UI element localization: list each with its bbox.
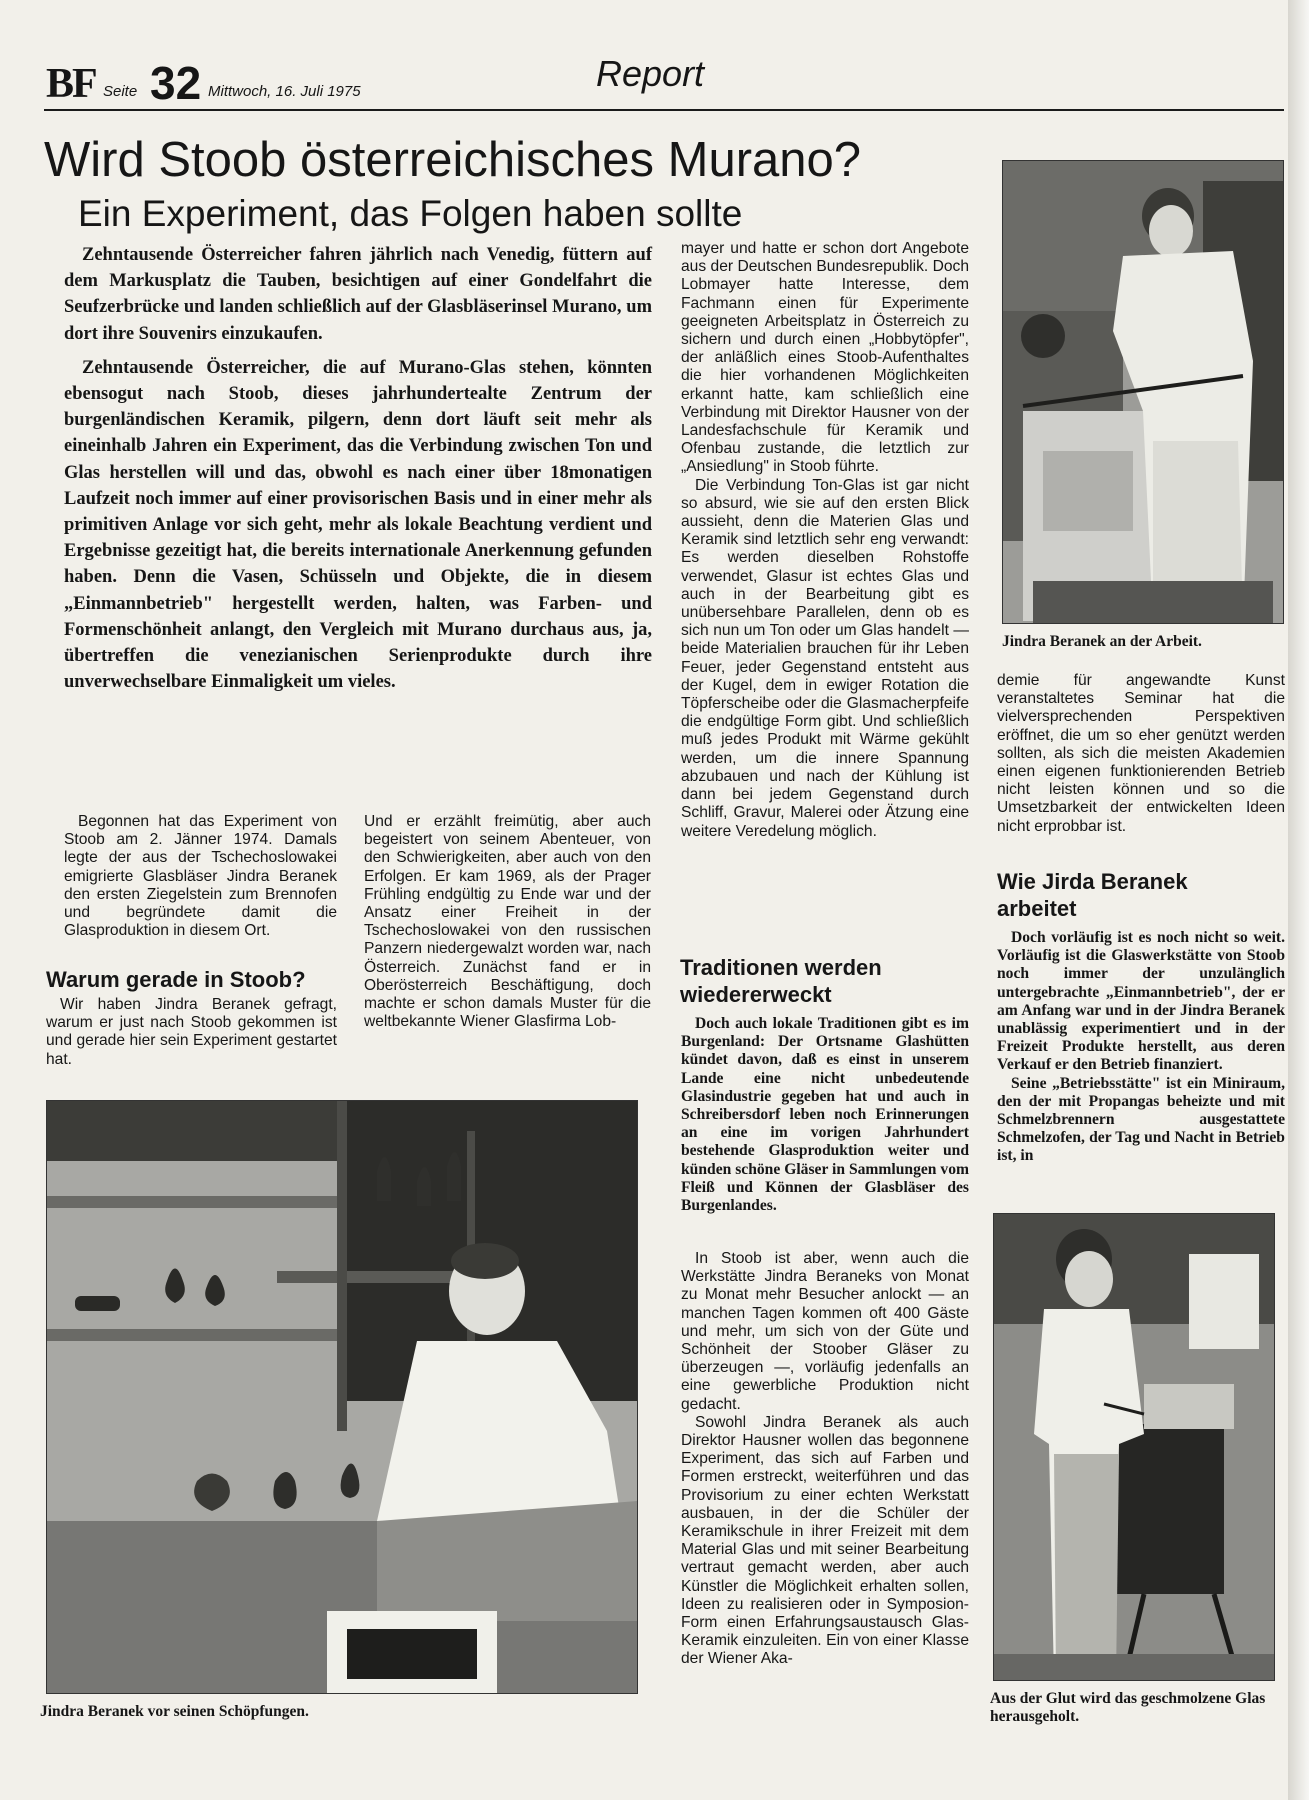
column-1-cont: [46, 996, 337, 1069]
col4-paragraph-1: demie für angewandte Kunst veranstaltetes Seminar hat die vielversprechenden Perspektiven eröffnet, die um so eher genützt werden sollten, als sich die meisten Akademien einen eigenen funktionierenden Betrieb nicht leisten können und so die Umsetzbarkeit der entwickelten Ideen nicht erprobbar ist.: [997, 672, 1285, 835]
lead-paragraph-2: Zehntausende Österreicher, die auf Murano-Glas stehen, könnten ebensogut nach Stoob, dieses jahrhundertealte Zentrum der burgenländischen Keramik, pilgern, denn dort läuft seit mehr als eineinhalb Jahren ein Experiment, das die Verbindung zwischen Ton und Glas herstellen will und das, obwohl es nach einer über 18monatigen Laufzeit noch immer auf einer provisorischen Basis und in einer mehr als primitiven Anlage vor sich geht, mehr als lokale Beachtung verdient und Ergebnisse gezeitigt hat, die bereits internationale Anerkennung gefunden haben. Denn die Vasen, Schüsseln und Objekte, die in diesem „Einmannbetrieb" hergestellt werden, halten, was Farben- und Formenschönheit anlangt, den Vergleich mit Murano durchaus aus, ja, übertreffen die venezianischen Serienprodukte durch ihre unverwechselbare Einmaligkeit um vieles.: [64, 357, 652, 693]
heading-warum-stoob: Warum gerade in Stoob?: [46, 967, 306, 992]
headline: Wird Stoob österreichisches Murano?: [44, 133, 862, 187]
photo-graphic: [1003, 161, 1283, 623]
column-1: [64, 813, 337, 940]
col3-paragraph-5: Sowohl Jindra Beranek als auch Direktor Hausner wollen das begonnene Experiment, das sich auf Farben und Formen erstreckt, weiterführen und das Provisorium zu einer echten Werkstatt ausbauen, in der die Schüler der Keramikschule in ihrer Freizeit mit dem Material Glas und mit seiner Bearbeitung vertraut gemacht werden, aber auch Künstler die Möglichkeit erhalten sollen, Ideen zu realisieren oder in Symposion-Form einen Erfahrungsaustausch Glas-Keramik einzuleiten. Ein von einer Klasse der Wiener Aka-: [681, 1413, 969, 1668]
column-2: [364, 813, 651, 1031]
header-rule: [44, 109, 1284, 111]
col1-paragraph-2: Wir haben Jindra Beranek gefragt, warum er just nach Stoob gekommen ist und gerade hier sein Experiment gestartet hat.: [46, 996, 337, 1068]
page-edge: [1288, 0, 1309, 1800]
lead-paragraphs: [64, 242, 652, 695]
column-4: [997, 672, 1285, 836]
col3-paragraph-3: Doch auch lokale Traditionen gibt es im Burgenland: Der Ortsname Glashütten kündet davon, daß es einst in unserem Lande eine nicht unbedeutende Glasindustrie gegeben hat und auch in Schreibersdorf leben noch Erinnerungen an eine im vorigen Jahrhundert bestehende Glasproduktion weiter und künden schöne Gläser in Sammlungen vom Fleiß und Können der Glasbläser des Burgenlandes.: [681, 1015, 969, 1215]
col2-paragraph-1: Und er erzählt freimütig, aber auch begeistert von seinem Abenteuer, von den Schwierigkeiten, aber auch von den Erfolgen. Er kam 1969, als der Prager Frühling endgültig zu Ende war und der Ansatz einer Freiheit in der Tschechoslowakei von den russischen Panzern niedergewalzt worden war, nach Österreich. Zunächst fand er in Oberösterreich Beschäftigung, doch machte er schon damals Muster für die weltbekannte Wiener Glasfirma Lob-: [364, 813, 651, 1031]
column-3-cont: [681, 1250, 969, 1669]
subheadline: Ein Experiment, das Folgen haben sollte: [78, 193, 743, 234]
page-label: Seite: [103, 83, 138, 100]
heading-traditionen: Traditionen werden wiedererweckt: [680, 955, 882, 1007]
lead-paragraph-1: Zehntausende Österreicher fahren jährlich nach Venedig, füttern auf dem Markusplatz die Tauben, besichtigen auf einer Gondelfahrt die Seufzerbrücke und landen schließlich auf der Glasbläserinsel Murano, um dort ihre Souvenirs einzukaufen.: [64, 245, 652, 344]
col1-paragraph-1: Begonnen hat das Experiment von Stoob am 2. Jänner 1974. Damals legte der aus der Tschechoslowakei emigrierte Glasbläser Jindra Beranek den ersten Ziegelstein zum Brennofen und begründete damit die Glasproduktion in diesem Ort.: [64, 813, 337, 940]
col3-paragraph-2: Die Verbindung Ton-Glas ist gar nicht so absurd, wie sie auf den ersten Blick aussieht, denn die Materien Glas und Keramik sind letztlich sehr eng verwandt: Es werden dieselben Rohstoffe verwendet, Glasur ist echtes Glas und auch in der Bearbeitung gibt es unübersehbare Parallelen, denn ob es sich nun um Ton oder um Glas handelt — beide Materialien brauchen für ihr Leben Feuer, jeder Gegenstand entsteht aus der Kugel, dem in ewiger Rotation die Töpferscheibe oder die Glasmacherpfeife die endgültige Form gibt. Und schließlich muß jedes Produkt mit Wärme gekühlt werden, um die innere Spannung abzubauen und nach der Kühlung ist dann bei jedem Gegenstand durch Schliff, Gravur, Malerei oder Ätzung eine weitere Veredelung möglich.: [681, 476, 969, 840]
column-4-bold: [997, 929, 1285, 1166]
caption-top-right: Jindra Beranek an der Arbeit.: [1002, 633, 1202, 650]
photo-beranek-with-creations: [46, 1100, 638, 1694]
column-3-bold: [681, 1015, 969, 1215]
col3-paragraph-1: mayer und hatte er schon dort Angebote aus der Deutschen Bundesrepublik. Doch Lobmayer hatte Interesse, dem Fachmann einen für Experimente geeigneten Arbeitsplatz in Österreich zu sichern und durch einen „Hobbytöpfer", der anläßlich eines Stoob-Aufenthaltes die hier vorhandenen Möglichkeiten erkannt hatte, kam schließlich eine Verbindung mit Direktor Hausner von der Landesfachschule für Keramik und Ofenbau zustande, die letztlich zur „Ansiedlung" in Stoob führte.: [681, 240, 969, 476]
col4-paragraph-3: Seine „Betriebsstätte" ist ein Miniraum, den der mit Propangas beheizte und mit Schmelzbrennern ausgestattete Schmelzofen, der Tag und Nacht in Betrieb ist, in: [997, 1074, 1285, 1165]
photo-molten-glass: [993, 1213, 1275, 1681]
page-number: 32: [150, 57, 202, 109]
col4-paragraph-2: Doch vorläufig ist es noch nicht so weit. Vorläufig ist die Glaswerkstätte von Stoob noch immer der unzulänglich untergebrachte „Einmannbetrieb", der er am Anfang war und in der Jindra Beranek unablässig experimentiert und in der Freizeit Produkte herstellt, aus deren Verkauf er den Betrieb finanziert.: [997, 929, 1285, 1074]
photo-graphic: [994, 1214, 1274, 1680]
section-title: Report: [596, 53, 705, 94]
column-3: [681, 240, 969, 841]
col3-paragraph-4: In Stoob ist aber, wenn auch die Werkstätte Jindra Beraneks von Monat zu Monat mehr Besucher anlockt — an manchen Tagen kommen oft 400 Gäste und mehr, um sich von der Güte und Schönheit der Stoober Gläser zu überzeugen —, vorläufig jedenfalls an eine gewerbliche Produktion nicht gedacht.: [681, 1250, 969, 1413]
heading-wie-arbeitet: Wie Jirda Beranek arbeitet: [997, 869, 1188, 921]
photo-graphic: [47, 1101, 637, 1693]
newspaper-logo: BF: [46, 61, 96, 107]
issue-date: Mittwoch, 16. Juli 1975: [208, 83, 361, 100]
caption-main-photo: Jindra Beranek vor seinen Schöpfungen.: [40, 1703, 309, 1720]
caption-bottom-right: Aus der Glut wird das geschmolzene Glas herausgeholt.: [990, 1690, 1266, 1726]
photo-glassblower-at-work: [1002, 160, 1284, 624]
